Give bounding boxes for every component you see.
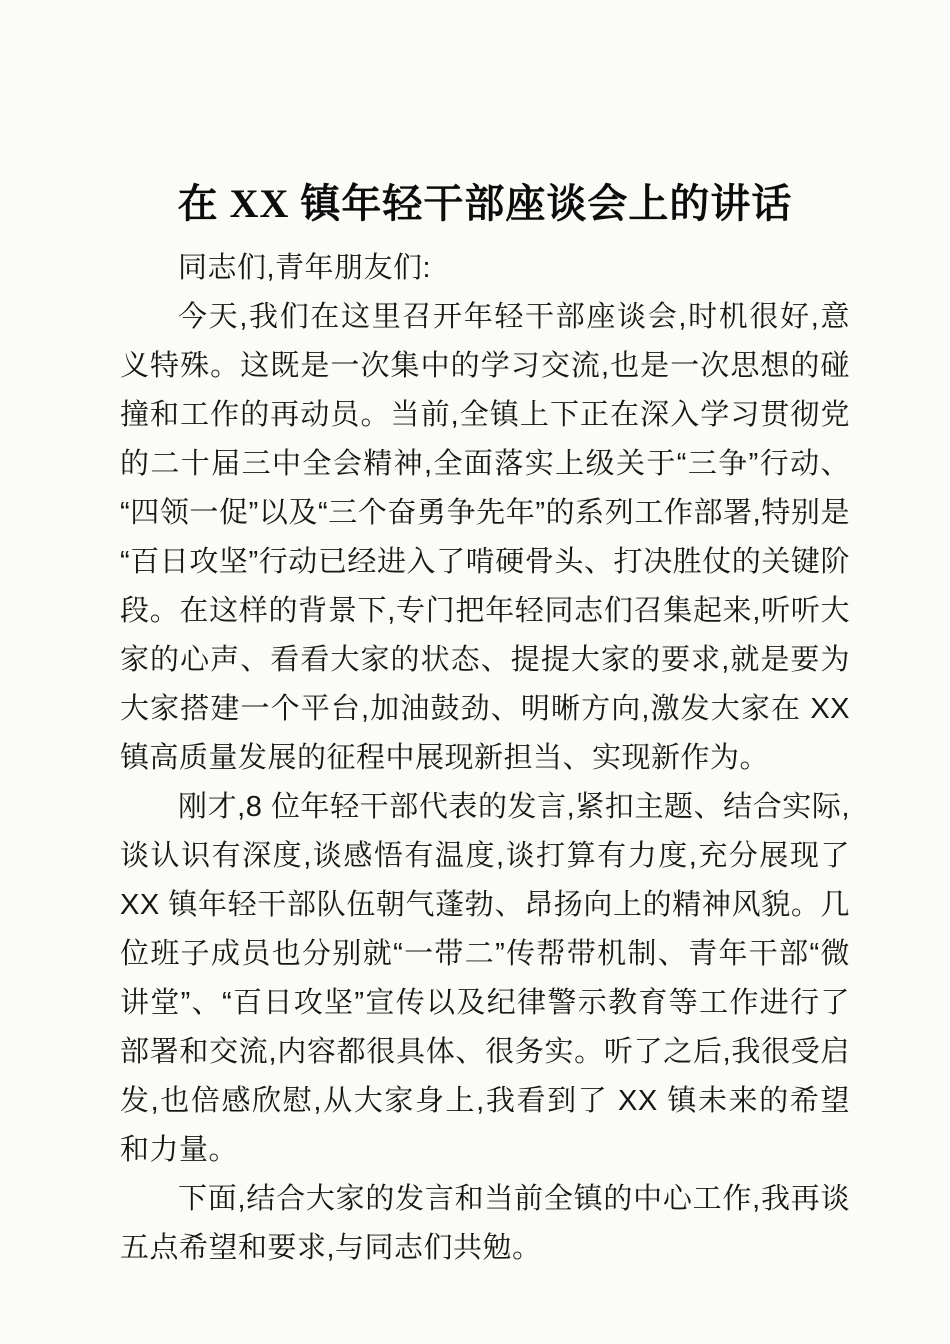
document-content xyxy=(120,178,850,1273)
body-paragraph: 下面,结合大家的发言和当前全镇的中心工作,我再谈五点希望和要求,与同志们共勉。 xyxy=(120,1183,850,1264)
salutation-paragraph: 同志们,青年朋友们: xyxy=(178,252,432,284)
document-body xyxy=(120,244,850,1273)
body-paragraph: 今天,我们在这里召开年轻干部座谈会,时机很好,意义特殊。这既是一次集中的学习交流,也是一次思想的碰撞和工作的再动员。当前,全镇上下正在深入学习贯彻党的二十届三中全会精神,全面落实上级关于“三争”行动、“四领一促”以及“三个奋勇争先年”的系列工作部署,特别是“百日攻坚”行动已经进入了啃硬骨头、打决胜仗的关键阶段。在这样的背景下,专门把年轻同志们召集起来,听听大家的心声、看看大家的状态、提提大家的要求,就是要为大家搭建一个平台,加油鼓劲、明晰方向,激发大家在 XX 镇高质量发展的征程中展现新担当、实现新作为。 xyxy=(120,301,850,774)
body-paragraph: 刚才,8 位年轻干部代表的发言,紧扣主题、结合实际,谈认识有深度,谈感悟有温度,谈打算有力度,充分展现了 XX 镇年轻干部队伍朝气蓬勃、昂扬向上的精神风貌。几位班子成员也分别就“一带二”传帮带机制、青年干部“微讲堂”、“百日攻坚”宣传以及纪律警示教育等工作进行了部署和交流,内容都很具体、很务实。听了之后,我很受启发,也倍感欣慰,从大家身上,我看到了 XX 镇未来的希望和力量。 xyxy=(120,791,850,1166)
document-title: 在 XX 镇年轻干部座谈会上的讲话 xyxy=(177,181,793,226)
